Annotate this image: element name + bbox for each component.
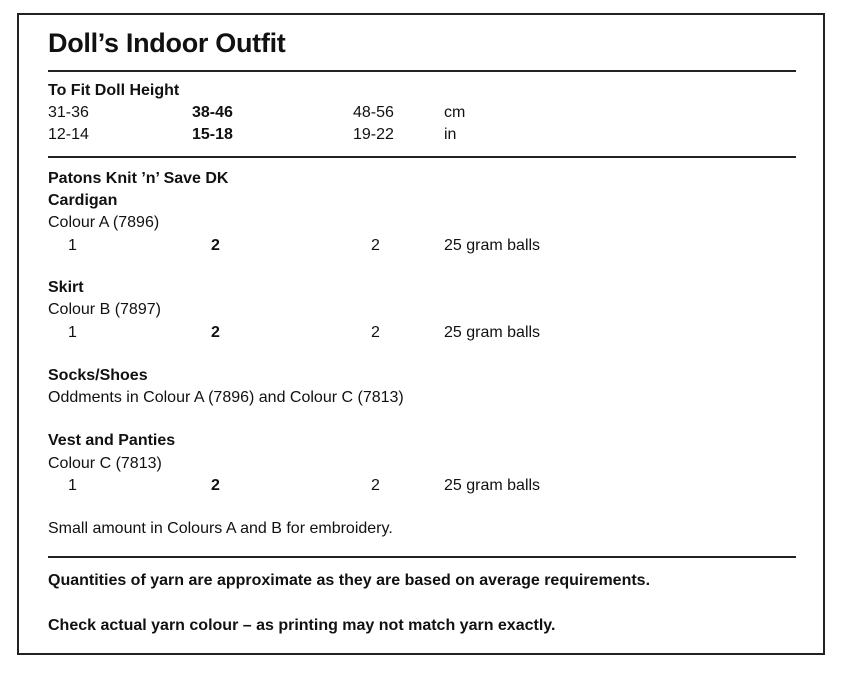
- cardigan-qty-3: 2: [371, 237, 380, 254]
- skirt-unit: 25 gram balls: [444, 324, 541, 341]
- page-title: Doll’s Indoor Outfit: [48, 28, 286, 58]
- size-cm-3: 48-56: [353, 104, 394, 121]
- skirt-qty-1: 1: [68, 324, 77, 341]
- cardigan-heading: Cardigan: [48, 192, 118, 209]
- vest-unit: 25 gram balls: [444, 477, 541, 494]
- outfit-panel: [17, 13, 825, 655]
- colour-note: Check actual yarn colour – as printing may not match yarn exactly.: [48, 617, 556, 634]
- divider: [48, 156, 796, 158]
- size-cm-2: 38-46: [192, 104, 233, 121]
- vest-qty-1: 1: [68, 477, 77, 494]
- skirt-colour: Colour B (7897): [48, 301, 161, 318]
- vest-colour: Colour C (7813): [48, 455, 162, 472]
- size-in-unit: in: [444, 126, 457, 143]
- quantity-note: Quantities of yarn are approximate as they are based on average requirements.: [48, 572, 651, 589]
- size-cm-unit: cm: [444, 104, 466, 121]
- cardigan-qty-2: 2: [211, 237, 220, 254]
- yarn-heading: Patons Knit ’n’ Save DK: [48, 170, 229, 187]
- cardigan-colour: Colour A (7896): [48, 214, 160, 231]
- vest-heading: Vest and Panties: [48, 432, 176, 449]
- divider: [48, 70, 796, 72]
- size-cm-1: 31-36: [48, 104, 89, 121]
- socks-note: Oddments in Colour A (7896) and Colour C (7813): [48, 389, 404, 406]
- vest-qty-3: 2: [371, 477, 380, 494]
- cardigan-qty-1: 1: [68, 237, 77, 254]
- sizes-heading: To Fit Doll Height: [48, 82, 180, 99]
- cardigan-unit: 25 gram balls: [444, 237, 541, 254]
- skirt-qty-3: 2: [371, 324, 380, 341]
- size-in-2: 15-18: [192, 126, 233, 143]
- vest-qty-2: 2: [211, 477, 220, 494]
- embroidery-note: Small amount in Colours A and B for embroidery.: [48, 520, 393, 537]
- skirt-heading: Skirt: [48, 279, 84, 296]
- size-in-1: 12-14: [48, 126, 89, 143]
- size-in-3: 19-22: [353, 126, 394, 143]
- socks-heading: Socks/Shoes: [48, 367, 148, 384]
- skirt-qty-2: 2: [211, 324, 220, 341]
- divider: [48, 556, 796, 558]
